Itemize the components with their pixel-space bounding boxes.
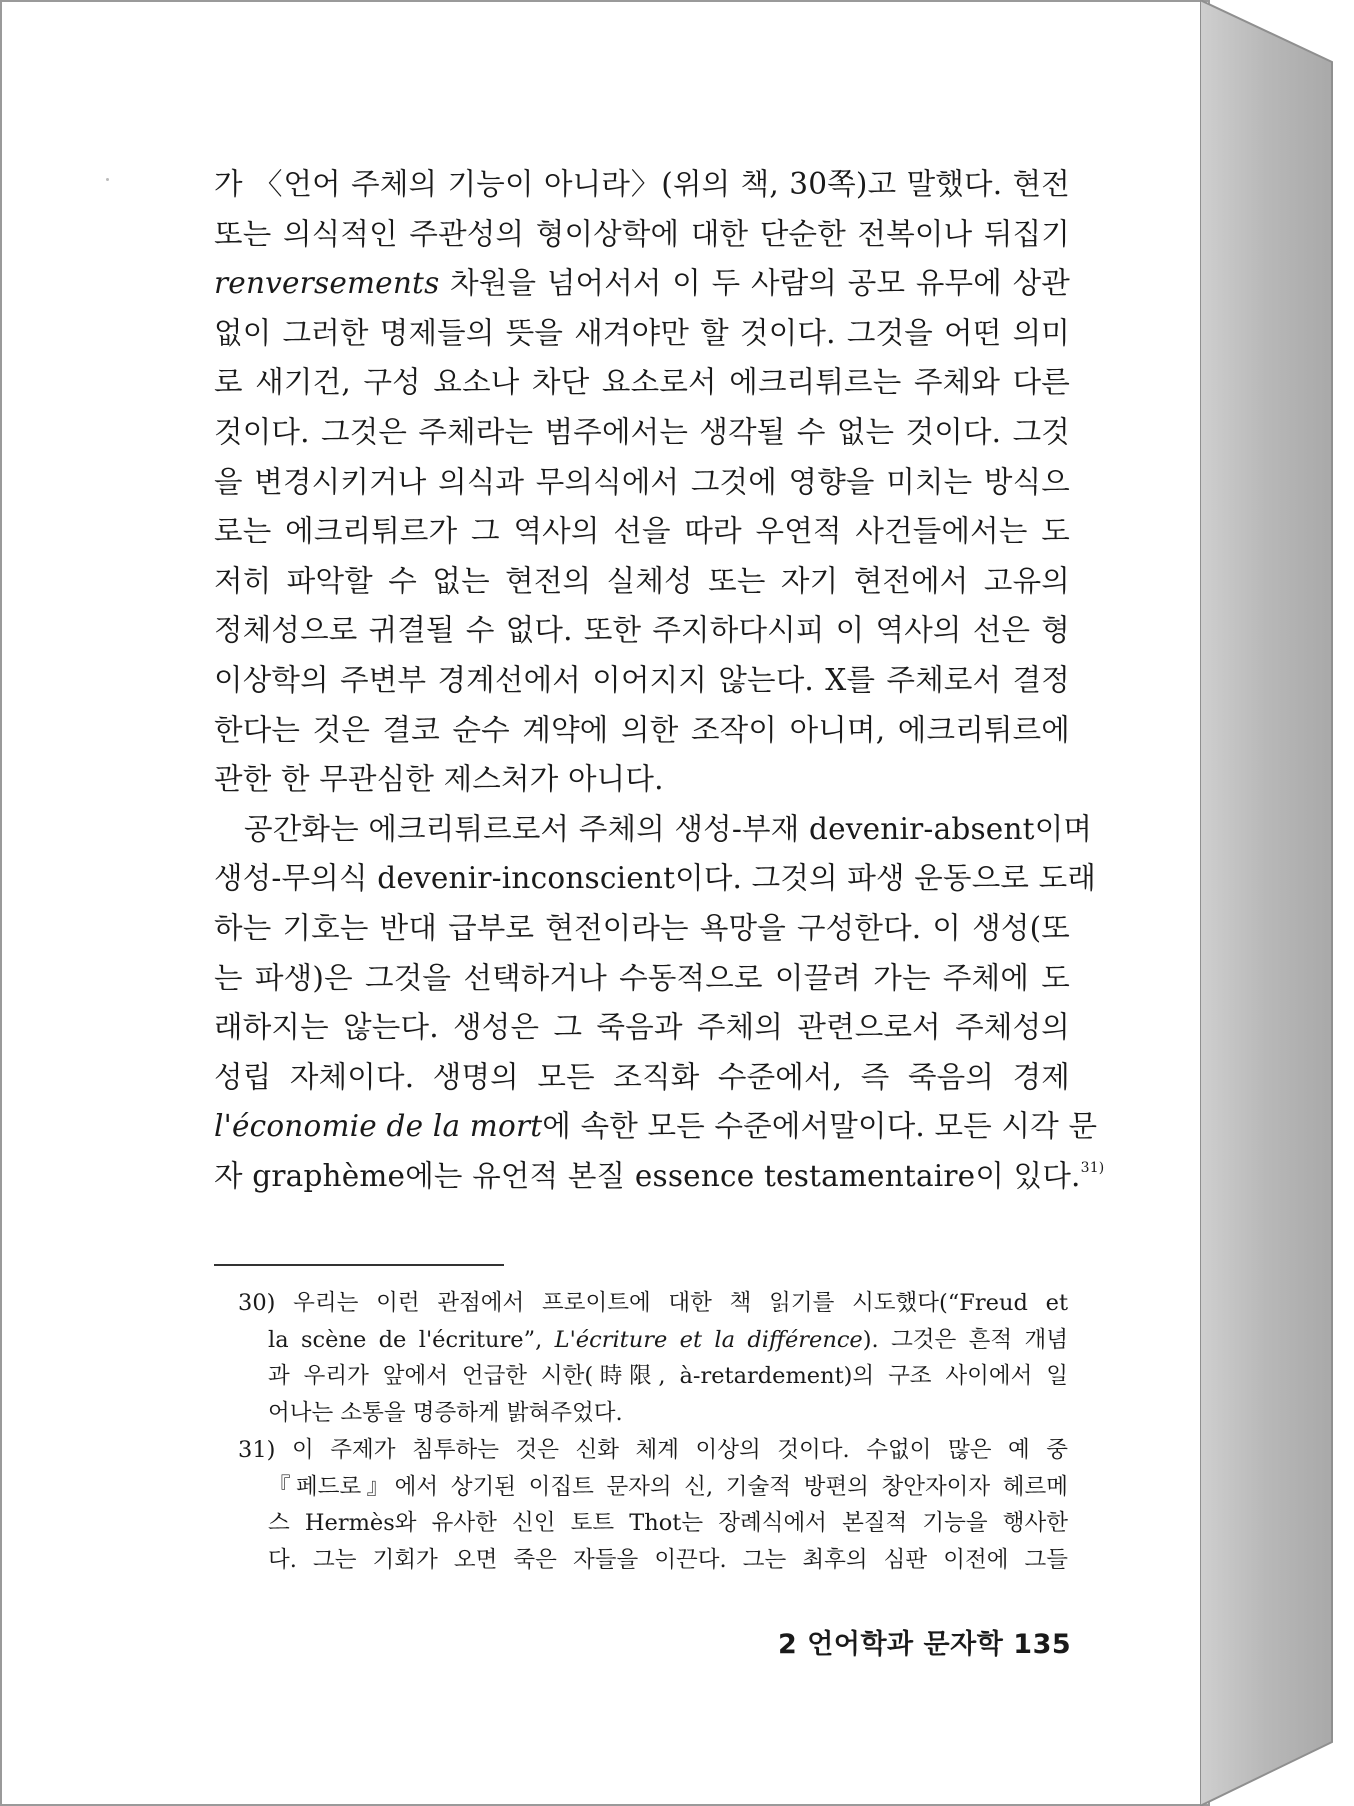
- text-line: 가 〈언어 주체의 기능이 아니라〉(위의 책, 30쪽)고 말했다. 현전: [214, 167, 1070, 201]
- footnotes: [238, 1285, 1068, 1579]
- text-line: 로 새기건, 구성 요소나 차단 요소로서 에크리튀르는 주체와 다른: [214, 365, 1070, 400]
- chapter-number: 2: [778, 1629, 798, 1660]
- text-line: 한다는 것은 결코 순수 계약에 의한 조작이 아니며, 에크리튀르에: [214, 712, 1070, 747]
- italic-title: L'écriture et la différence: [554, 1326, 863, 1353]
- page-number: 135: [1013, 1629, 1072, 1660]
- chapter-title: 언어학과 문자학: [807, 1629, 1004, 1660]
- text-line: 로는 에크리튀르가 그 역사의 선을 따라 우연적 사건들에서는 도: [214, 514, 1070, 549]
- body-text: [214, 160, 1105, 1201]
- text-fragment: ). 그것은 흔적 개념: [862, 1326, 1068, 1353]
- text-fragment: 에 속한 모든 수준에서말이다. 모든 시각 문: [542, 1109, 1098, 1144]
- footnote-30-line: 과 우리가 앞에서 언급한 시한(時限, à-retardement)의 구조 사이에서 일: [268, 1363, 1068, 1390]
- text-line: 또는 의식적인 주관성의 형이상학에 대한 단순한 전복이나 뒤집기: [214, 216, 1070, 251]
- page-edge-graphic: [1200, 0, 1354, 1806]
- text-line: 것이다. 그것은 주체라는 범주에서는 생각될 수 없는 것이다. 그것: [214, 414, 1070, 449]
- text-line: 생성-무의식 devenir-inconscient이다. 그것의 파생 운동으로 도래: [214, 861, 1097, 896]
- running-footer: [778, 1622, 1081, 1661]
- text-line: 을 변경시키거나 의식과 무의식에서 그것에 영향을 미치는 방식으: [214, 464, 1070, 499]
- footnote-31-line: 스 Hermès와 유사한 신인 토트 Thot는 장례식에서 본질적 기능을 행사한: [268, 1510, 1068, 1537]
- text-line: [214, 259, 1070, 309]
- text-line: 는 파생)은 그것을 선택하거나 수동적으로 이끌려 가는 주체에 도: [214, 960, 1070, 995]
- text-line: 성립 자체이다. 생명의 모든 조직화 수준에서, 즉 죽음의 경제: [214, 1059, 1070, 1094]
- italic-term: l'économie de la mort: [214, 1109, 543, 1144]
- footnote-ref[interactable]: 31): [1080, 1159, 1105, 1176]
- footnote-30-line: [238, 1322, 1068, 1359]
- text-line: 래하지는 않는다. 생성은 그 죽음과 주체의 관련으로서 주체성의: [214, 1010, 1070, 1045]
- text-fragment: la scène de l'écriture”,: [268, 1326, 555, 1353]
- text-line: 이상학의 주변부 경계선에서 이어지지 않는다. X를 주체로서 결정: [214, 662, 1070, 697]
- footnote-30-line: 어나는 소통을 명증하게 밝혀주었다.: [268, 1400, 623, 1427]
- text-line: [214, 1152, 1105, 1202]
- italic-term: renversements: [214, 266, 440, 301]
- text-line: 공간화는 에크리튀르로서 주체의 생성-부재 devenir-absent이며: [244, 811, 1093, 846]
- text-line: 관한 한 무관심한 제스처가 아니다.: [214, 762, 664, 797]
- text-fragment: 차원을 넘어서서 이 두 사람의 공모 유무에 상관: [439, 266, 1070, 301]
- text-line: 정체성으로 귀결될 수 없다. 또한 주지하다시피 이 역사의 선은 형: [214, 613, 1070, 648]
- text-line: [214, 1102, 1098, 1152]
- page-edge-3d: [1200, 0, 1354, 1806]
- text-line: 없이 그러한 명제들의 뜻을 새겨야만 할 것이다. 그것을 어떤 의미: [214, 315, 1070, 350]
- text-fragment: 자 graphème에는 유언적 본질 essence testamentaire이 있다.: [214, 1158, 1081, 1193]
- footnote-31-line: 다. 그는 기회가 오면 죽은 자들을 이끈다. 그는 최후의 심판 이전에 그들: [268, 1546, 1068, 1573]
- scan-speck: [106, 178, 109, 181]
- text-line: 저히 파악할 수 없는 현전의 실체성 또는 자기 현전에서 고유의: [214, 563, 1070, 598]
- text-line: 하는 기호는 반대 급부로 현전이라는 욕망을 구성한다. 이 생성(또: [214, 910, 1070, 945]
- footnote-31-line: 『페드로』에서 상기된 이집트 문자의 신, 기술적 방편의 창안자이자 헤르메: [268, 1473, 1068, 1500]
- footnote-30-line: 30) 우리는 이런 관점에서 프로이트에 대한 책 읽기를 시도했다(“Freud et: [238, 1290, 1068, 1316]
- footnote-rule: [214, 1264, 504, 1266]
- footnote-31-line: 31) 이 주제가 침투하는 것은 신화 체계 이상의 것이다. 수없이 많은 예 중: [238, 1436, 1068, 1463]
